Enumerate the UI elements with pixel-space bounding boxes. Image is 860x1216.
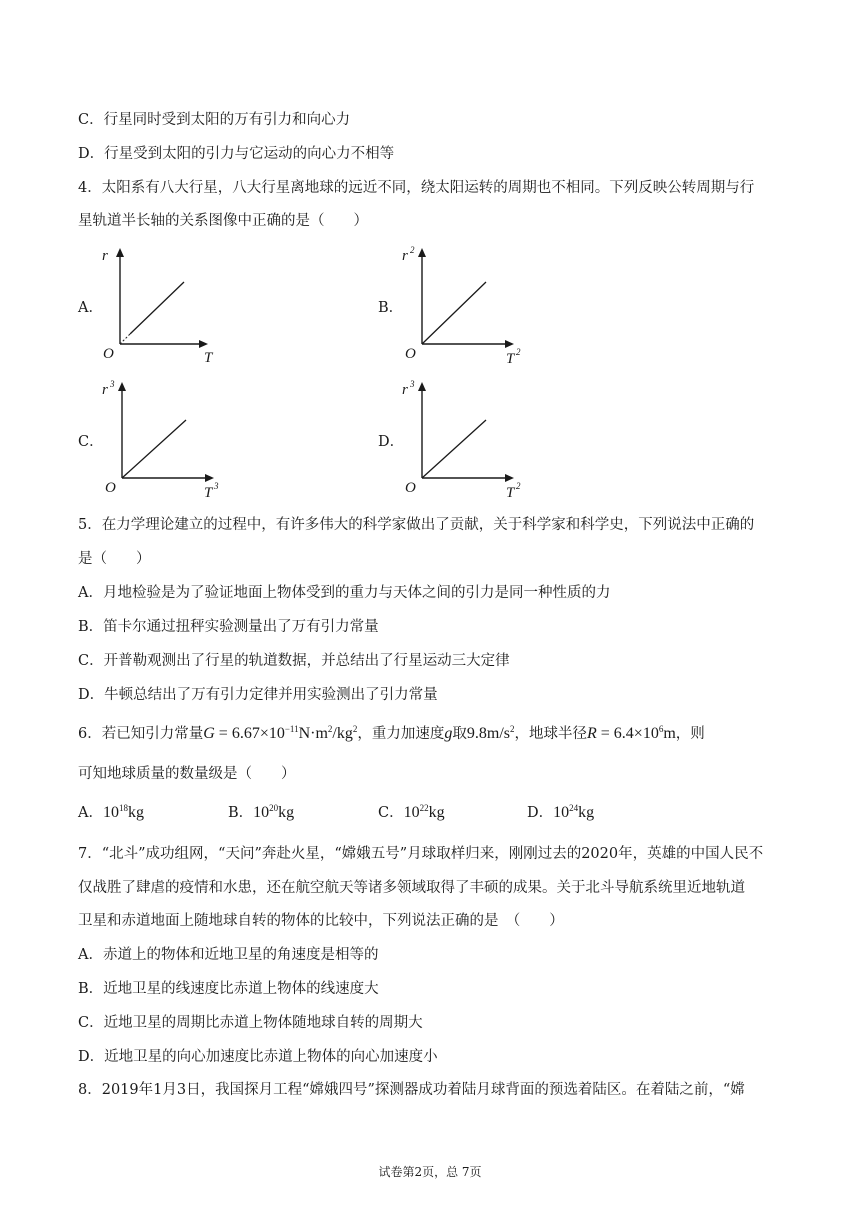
option-base: 10 [102,804,119,821]
q6-gravitational-constant [203,725,357,742]
option-unit: kg [428,804,445,821]
option-letter: D． [527,805,554,821]
q3-option-d: D．行星受到太阳的引力与它运动的向心力不相等 [78,146,395,162]
q4-option-c-label: C． [78,434,104,450]
q4-c-y-axis-exponent: 3 [110,379,115,389]
option-exp: 18 [118,803,128,813]
option-unit: kg [278,804,295,821]
q8-stem-line1: 8．2019年1月3日，我国探月工程“嫦娥四号”探测器成功着陆月球背面的预选着陆区。在着陆之前，“嫦 [78,1082,745,1098]
option-letter: C． [378,805,404,821]
q4-d-origin-label: O [405,480,416,496]
g-symbol: G [203,725,215,742]
q6-stem-line1 [78,724,705,744]
gravity-value-text: 9.8m/s [466,725,510,742]
option-unit: kg [578,804,595,821]
q5-option-b: B．笛卡尔通过扭秤实验测量出了万有引力常量 [78,619,379,635]
q4-graph-c [102,380,232,505]
radius-exp: 6 [658,724,664,734]
q4-d-x-axis-label: T [506,485,515,501]
q4-d-y-axis-label: r [402,382,408,398]
q4-a-x-axis-label: T [204,350,213,366]
q6-text-then: ，则 [675,726,705,742]
q6-option-b [228,803,294,823]
q4-c-y-axis-label: r [102,382,108,398]
option-base: 10 [553,804,570,821]
option-exp: 20 [269,803,279,813]
q4-option-b-label: B． [378,300,404,316]
g-unit: N·m [298,725,328,742]
q4-option-a-label: A． [78,300,103,316]
earth-radius [587,725,676,742]
radius-value: = 6.4×10 [596,725,659,742]
gravity-value-exp: 2 [510,724,515,734]
q5-option-c: C．开普勒观测出了行星的轨道数据，并总结出了行星运动三大定律 [78,653,510,669]
radius-unit: m [663,725,676,742]
q4-d-x-axis-exponent: 2 [516,481,521,491]
q5-stem-line1: 5．在力学理论建立的过程中，有许多伟大的科学家做出了贡献，关于科学家和科学史，下列说法中正确的 [78,517,755,533]
g-unit-tail: /kg [332,725,353,742]
gravity-symbol: g [444,725,453,742]
option-base: 10 [403,804,420,821]
g-exponent: −11 [284,724,299,734]
q5-option-a: A．月地检验是为了验证地面上物体受到的重力与天体之间的引力是同一种性质的力 [78,585,611,601]
q7-stem-line1: 7．“北斗”成功组网，“天问”奔赴火星，“嫦娥五号”月球取样归来，刚刚过去的2020年，英雄的中国人民不 [78,846,764,862]
option-unit: kg [127,804,144,821]
q6-prefix: 6．若已知引力常量 [78,726,204,742]
option-letter: B． [228,805,254,821]
page-footer: 试卷第2页，总 7页 [378,1165,482,1179]
q6-option-d [527,803,594,823]
q5-stem-line2: 是（ ） [78,551,151,567]
q7-option-b: B．近地卫星的线速度比赤道上物体的线速度大 [78,981,379,997]
g-unit-tail-exp: 2 [352,724,358,734]
q6-text-gravity: ，重力加速度 [357,726,445,742]
q6-stem-line2: 可知地球质量的数量级是（ ） [78,766,296,782]
q4-b-origin-label: O [405,346,416,362]
q4-c-x-axis-exponent: 3 [214,481,219,491]
q7-option-d: D．近地卫星的向心加速度比赤道上物体的向心加速度小 [78,1049,438,1065]
q3-option-c: C．行星同时受到太阳的万有引力和向心力 [78,112,351,128]
q7-stem-line3: 卫星和赤道地面上随地球自转的物体的比较中，下列说法正确的是 （ ） [78,913,564,929]
q4-option-d-label: D． [378,434,405,450]
q5-option-d: D．牛顿总结出了万有引力定律并用实验测出了引力常量 [78,687,438,703]
g-unit-exp: 2 [327,724,333,734]
g-value: = 6.67×10 [214,725,285,742]
q4-stem-line1: 4．太阳系有八大行星，八大行星离地球的远近不同，绕太阳运转的周期也不相同。下列反映公转周期与行 [78,180,755,196]
option-exp: 24 [569,803,579,813]
q4-b-x-axis-exponent: 2 [516,347,521,357]
q4-a-y-axis-label: r [102,248,108,264]
q4-a-origin-label: O [103,346,114,362]
q4-d-y-axis-exponent: 3 [410,379,415,389]
q7-option-a: A．赤道上的物体和近地卫星的角速度是相等的 [78,947,379,963]
option-letter: A． [78,805,103,821]
q7-option-c: C．近地卫星的周期比赤道上物体随地球自转的周期大 [78,1015,423,1031]
q4-c-x-axis-label: T [204,485,213,501]
q4-graph-b [402,246,532,371]
q7-stem-line2: 仅战胜了肆虐的疫情和水患，还在航空航天等诸多领域取得了丰硕的成果。关于北斗导航系统里近地轨道 [78,880,745,896]
option-base: 10 [253,804,270,821]
q4-graph-a [100,246,220,366]
q6-option-a [78,803,144,823]
q4-c-origin-label: O [105,480,116,496]
q4-b-y-axis-label: r [402,248,408,264]
q6-option-c [378,803,445,823]
q4-graph-d [402,380,532,505]
q4-b-x-axis-label: T [506,351,515,367]
radius-symbol: R [587,725,597,742]
q4-stem-line2: 星轨道半长轴的关系图像中正确的是（ ） [78,213,368,229]
q4-b-y-axis-exponent: 2 [410,245,415,255]
q6-text-radius: ，地球半径 [514,726,587,742]
gravity-value [467,725,515,742]
option-exp: 22 [419,803,429,813]
q6-text-take: 取 [452,726,467,742]
